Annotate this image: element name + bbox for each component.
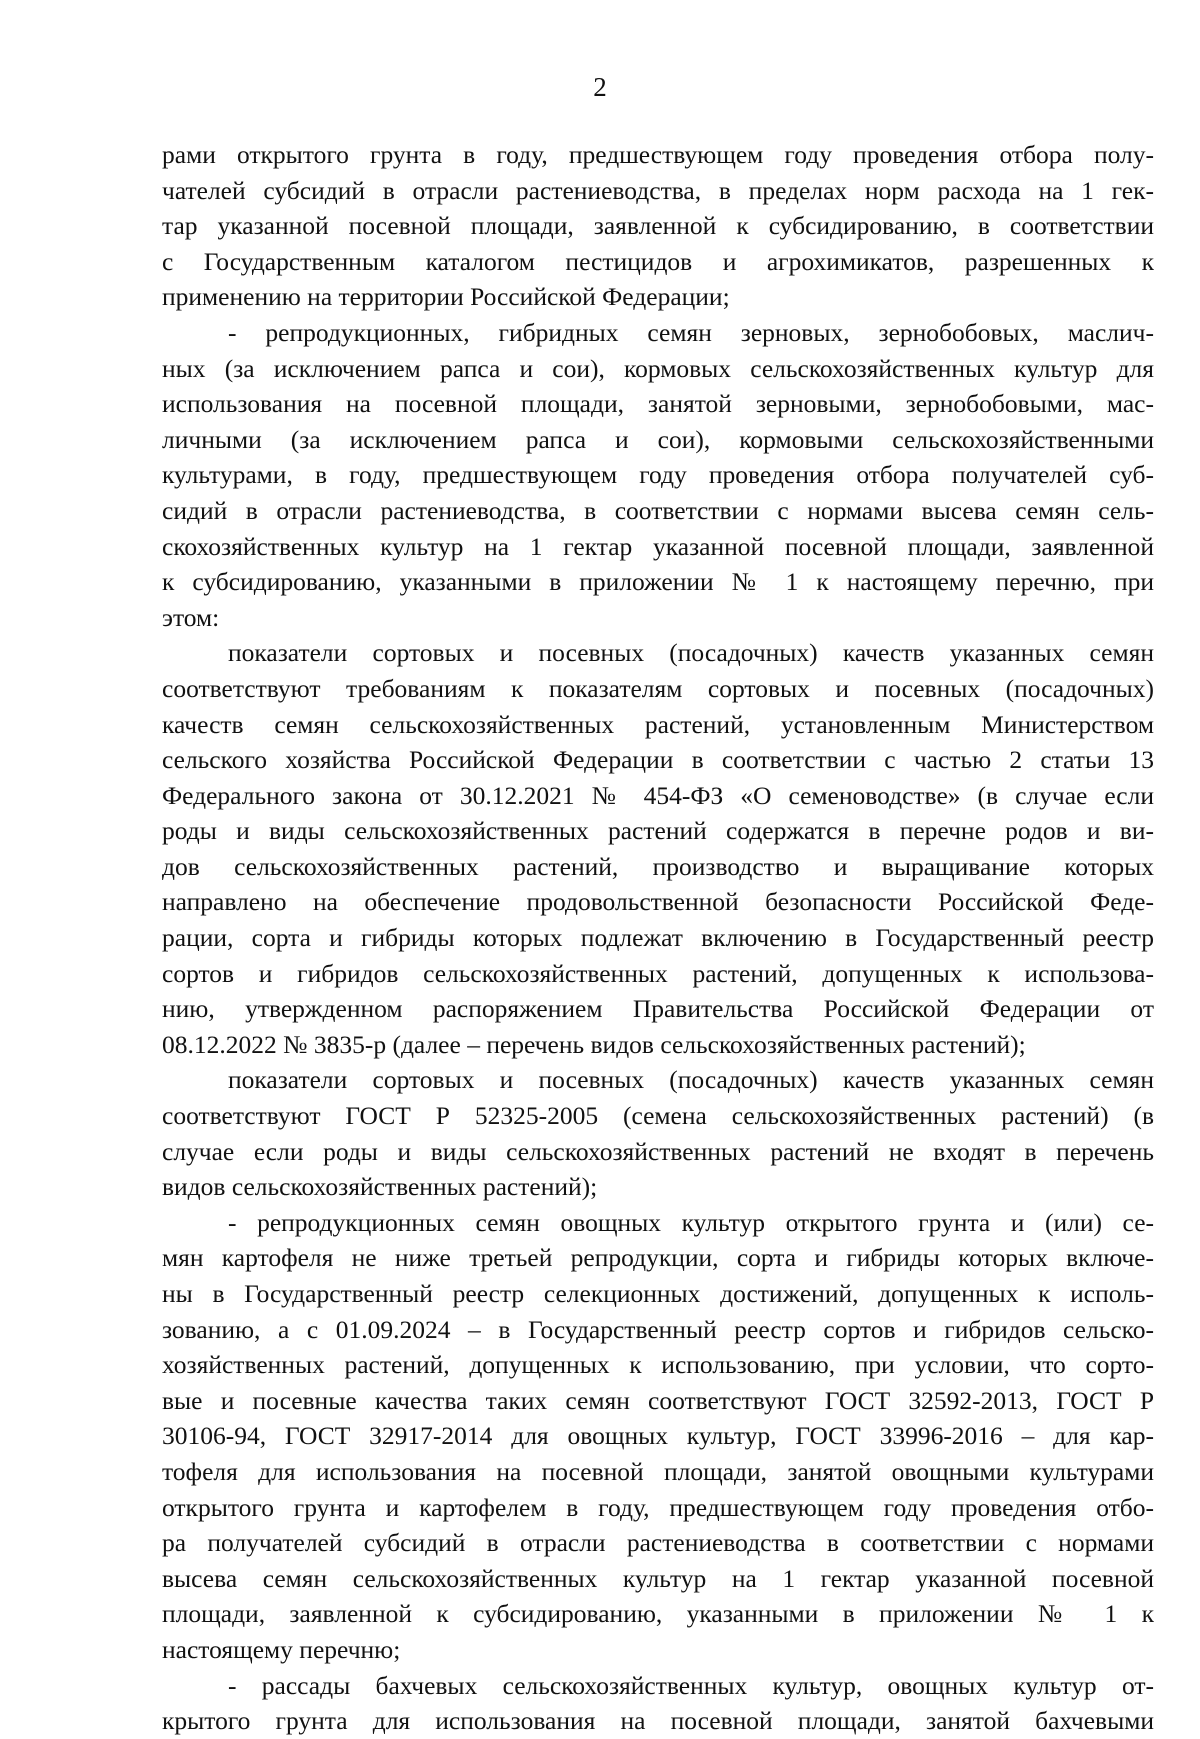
text-line: скохозяйственных культур на 1 гектар указанной посевной площади, заявленной (162, 531, 1154, 561)
document-body (162, 137, 1154, 1739)
text-line: тофеля для использования на посевной площади, занятой овощными культурами (162, 1456, 1154, 1486)
text-line: качеств семян сельскохозяйственных растений, установленным Министерством (162, 709, 1154, 739)
text-line: направлено на обеспечение продовольственной безопасности Российской Феде- (162, 887, 1154, 917)
text-line: видов сельскохозяйственных растений); (162, 1172, 598, 1202)
text-line: открытого грунта и картофелем в году, предшествующем году проведения отбо- (162, 1492, 1154, 1522)
text-line: ра получателей субсидий в отрасли растениеводства в соответствии с нормами (162, 1528, 1154, 1558)
text-line: этом: (162, 602, 220, 632)
text-line: высева семян сельскохозяйственных культур на 1 гектар указанной посевной (162, 1563, 1154, 1593)
text-line: показатели сортовых и посевных (посадочных) качеств указанных семян (228, 638, 1154, 668)
text-line: - рассады бахчевых сельскохозяйственных культур, овощных культур от- (228, 1670, 1154, 1700)
text-line: - репродукционных, гибридных семян зерновых, зернобобовых, маслич- (228, 317, 1154, 347)
text-line: настоящему перечню; (162, 1634, 401, 1664)
text-line: зованию, а с 01.09.2024 – в Государственный реестр сортов и гибридов сельско- (162, 1314, 1154, 1344)
text-line: показатели сортовых и посевных (посадочных) качеств указанных семян (228, 1065, 1154, 1095)
text-line: к субсидированию, указанными в приложении № 1 к настоящему перечню, при (162, 567, 1154, 597)
text-line: ны в Государственный реестр селекционных достижений, допущенных к исполь- (162, 1279, 1154, 1308)
text-line: соответствуют требованиям к показателям сортовых и посевных (посадочных) (162, 673, 1154, 703)
text-line: рации, сорта и гибриды которых подлежат включению в Государственный реестр (162, 923, 1154, 953)
text-line: сортов и гибридов сельскохозяйственных растений, допущенных к использова- (162, 958, 1154, 988)
text-line: - репродукционных семян овощных культур открытого грунта и (или) се- (228, 1207, 1154, 1237)
text-line: площади, заявленной к субсидированию, указанными в приложении № 1 к (162, 1599, 1154, 1629)
text-line: нию, утвержденном распоряжением Правительства Российской Федерации от (162, 994, 1154, 1024)
text-line: рами открытого грунта в году, предшествующем году проведения отбора полу- (162, 140, 1154, 169)
text-line: 08.12.2022 № 3835-р (далее – перечень видов сельскохозяйственных растений); (162, 1029, 1026, 1059)
text-line: мян картофеля не ниже третьей репродукции, сорта и гибриды которых включе- (162, 1243, 1154, 1273)
text-line: соответствуют ГОСТ Р 52325-2005 (семена сельскохозяйственных растений) (в (162, 1101, 1154, 1131)
text-line: сельского хозяйства Российской Федерации в соответствии с частью 2 статьи 13 (162, 745, 1154, 775)
text-line: тар указанной посевной площади, заявленной к субсидированию, в соответствии (162, 211, 1154, 241)
text-line: дов сельскохозяйственных растений, производство и выращивание которых (162, 851, 1154, 881)
text-line: чателей субсидий в отрасли растениеводства, в пределах норм расхода на 1 гек- (162, 175, 1154, 205)
text-line: хозяйственных растений, допущенных к использованию, при условии, что сорто- (162, 1350, 1154, 1380)
text-line: использования на посевной площади, занятой зерновыми, зернобобовыми, мас- (162, 389, 1154, 419)
text-line: случае если роды и виды сельскохозяйственных растений не входят в перечень (162, 1136, 1154, 1166)
text-line: сидий в отрасли растениеводства, в соответствии с нормами высева семян сель- (162, 495, 1154, 525)
text-line: культурами, в году, предшествующем году проведения отбора получателей суб- (162, 460, 1154, 490)
text-line: 30106-94, ГОСТ 32917-2014 для овощных культур, ГОСТ 33996-2016 – для кар- (162, 1421, 1154, 1451)
text-line: роды и виды сельскохозяйственных растений содержатся в перечне родов и ви- (162, 816, 1154, 846)
text-line: Федерального закона от 30.12.2021 № 454-ФЗ «О семеноводстве» (в случае если (162, 780, 1154, 810)
text-line: вые и посевные качества таких семян соответствуют ГОСТ 32592-2013, ГОСТ Р (162, 1385, 1154, 1415)
text-line: личными (за исключением рапса и сои), кормовыми сельскохозяйственными (162, 424, 1154, 454)
text-line: крытого грунта для использования на посевной площади, занятой бахчевыми (162, 1706, 1154, 1736)
text-line: с Государственным каталогом пестицидов и агрохимикатов, разрешенных к (162, 246, 1154, 276)
text-line: применению на территории Российской Федерации; (162, 282, 730, 312)
page-number: 2 (593, 72, 607, 102)
text-line: ных (за исключением рапса и сои), кормовых сельскохозяйственных культур для (162, 353, 1154, 383)
